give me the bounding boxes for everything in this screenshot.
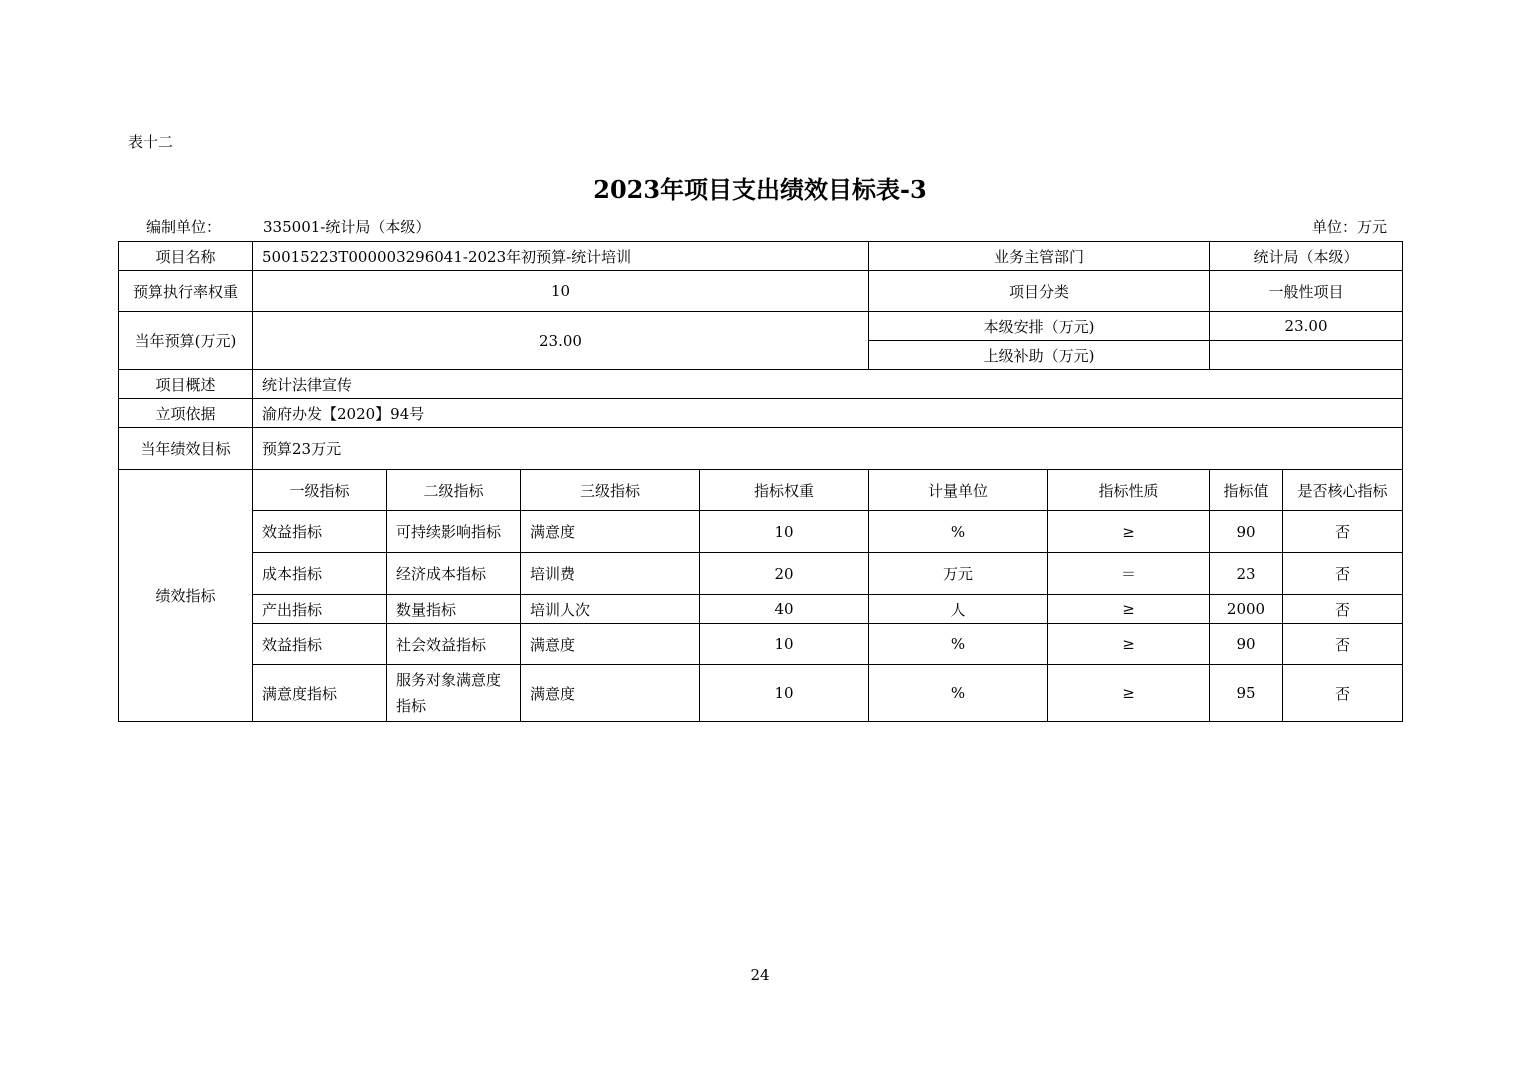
table-row xyxy=(119,624,1403,665)
overview-value: 统计法律宣传 xyxy=(253,370,1403,399)
header-core: 是否核心指标 xyxy=(1283,470,1403,511)
row-weight: 10 xyxy=(700,624,869,665)
row-level1: 效益指标 xyxy=(253,511,387,553)
category-value: 一般性项目 xyxy=(1210,271,1403,312)
dept-value: 统计局（本级） xyxy=(1210,242,1403,271)
row-core: 否 xyxy=(1283,595,1403,624)
page-title: 2023年项目支出绩效目标表-3 xyxy=(593,175,927,204)
project-name-label: 项目名称 xyxy=(119,242,253,271)
table-row xyxy=(119,595,1403,624)
row-level2: 服务对象满意度指标 xyxy=(387,665,521,722)
row-unit: 万元 xyxy=(869,553,1048,595)
compiling-unit-value: 335001-统计局（本级） xyxy=(263,218,431,236)
overview-label: 项目概述 xyxy=(119,370,253,399)
header-weight: 指标权重 xyxy=(700,470,869,511)
row-level1: 成本指标 xyxy=(253,553,387,595)
row-weight: 40 xyxy=(700,595,869,624)
row-value: 95 xyxy=(1210,665,1283,722)
row-value: 23 xyxy=(1210,553,1283,595)
row-level3: 满意度 xyxy=(521,511,700,553)
row-value: 90 xyxy=(1210,624,1283,665)
page-number: 24 xyxy=(750,966,770,984)
row-unit: % xyxy=(869,665,1048,722)
row-level1: 满意度指标 xyxy=(253,665,387,722)
header-level3: 三级指标 xyxy=(521,470,700,511)
performance-target-table xyxy=(118,241,1403,722)
row-core: 否 xyxy=(1283,665,1403,722)
table-row xyxy=(119,553,1403,595)
row-core: 否 xyxy=(1283,553,1403,595)
row-value: 2000 xyxy=(1210,595,1283,624)
weight-value: 10 xyxy=(253,271,869,312)
row-core: 否 xyxy=(1283,624,1403,665)
local-label: 本级安排（万元) xyxy=(869,312,1210,341)
row-unit: 人 xyxy=(869,595,1048,624)
row-value: 90 xyxy=(1210,511,1283,553)
header-nature: 指标性质 xyxy=(1048,470,1210,511)
row-nature: ≥ xyxy=(1048,595,1210,624)
goal-value: 预算23万元 xyxy=(253,428,1403,470)
dept-label: 业务主管部门 xyxy=(869,242,1210,271)
row-unit: % xyxy=(869,511,1048,553)
indicator-section-label: 绩效指标 xyxy=(119,470,253,722)
local-value: 23.00 xyxy=(1210,312,1403,341)
row-level2: 经济成本指标 xyxy=(387,553,521,595)
subsidy-value xyxy=(1210,341,1403,370)
row-nature: ≥ xyxy=(1048,511,1210,553)
table-row xyxy=(119,665,1403,722)
compiling-unit xyxy=(146,216,430,237)
row-level1: 产出指标 xyxy=(253,595,387,624)
goal-label: 当年绩效目标 xyxy=(119,428,253,470)
currency-unit: 单位：万元 xyxy=(1312,218,1388,236)
row-level2: 可持续影响指标 xyxy=(387,511,521,553)
row-level3: 培训人次 xyxy=(521,595,700,624)
weight-label: 预算执行率权重 xyxy=(119,271,253,312)
compiling-unit-label: 编制单位： xyxy=(146,218,222,236)
header-unit: 计量单位 xyxy=(869,470,1048,511)
budget-label: 当年预算(万元) xyxy=(119,312,253,370)
row-level2: 数量指标 xyxy=(387,595,521,624)
row-weight: 20 xyxy=(700,553,869,595)
project-name-value: 50015223T000003296041-2023年初预算-统计培训 xyxy=(253,242,869,271)
row-level3: 满意度 xyxy=(521,624,700,665)
table-row xyxy=(119,511,1403,553)
header-level2: 二级指标 xyxy=(387,470,521,511)
row-nature: ＝ xyxy=(1048,553,1210,595)
table-label: 表十二 xyxy=(128,133,174,151)
basis-label: 立项依据 xyxy=(119,399,253,428)
subsidy-label: 上级补助（万元) xyxy=(869,341,1210,370)
row-weight: 10 xyxy=(700,665,869,722)
row-nature: ≥ xyxy=(1048,665,1210,722)
header-value: 指标值 xyxy=(1210,470,1283,511)
row-core: 否 xyxy=(1283,511,1403,553)
row-level3: 满意度 xyxy=(521,665,700,722)
row-level1: 效益指标 xyxy=(253,624,387,665)
category-label: 项目分类 xyxy=(869,271,1210,312)
row-level2: 社会效益指标 xyxy=(387,624,521,665)
row-level3: 培训费 xyxy=(521,553,700,595)
row-unit: % xyxy=(869,624,1048,665)
basis-value: 渝府办发【2020】94号 xyxy=(253,399,1403,428)
header-level1: 一级指标 xyxy=(253,470,387,511)
row-weight: 10 xyxy=(700,511,869,553)
budget-value: 23.00 xyxy=(253,312,869,370)
row-nature: ≥ xyxy=(1048,624,1210,665)
